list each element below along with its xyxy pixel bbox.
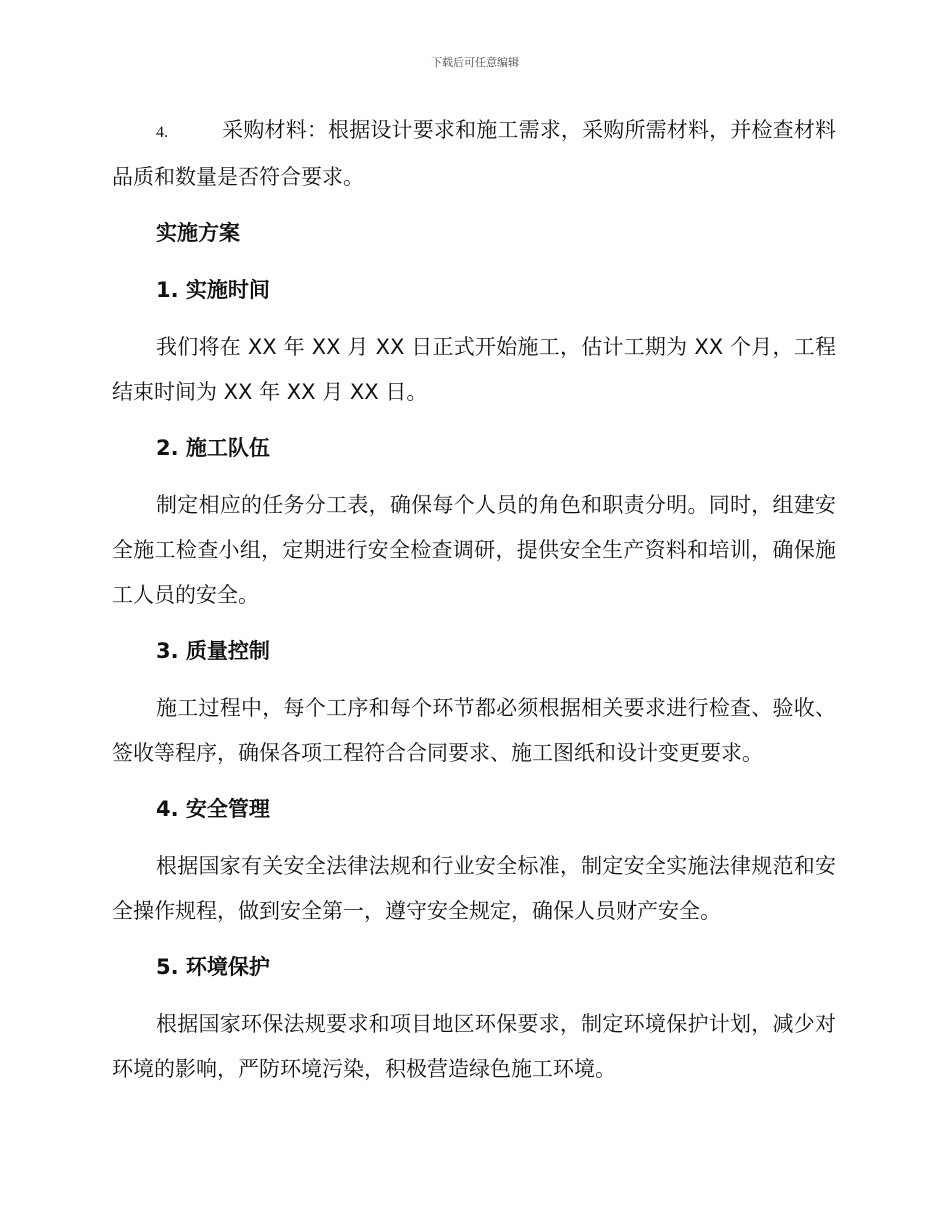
section-body-3: 施工过程中，每个工序和每个环节都必须根据相关要求进行检查、验收、签收等程序，确保各项工程符合合同要求、施工图纸和设计变更要求。	[112, 696, 836, 765]
intro-paragraph	[112, 108, 836, 200]
section-body-2: 制定相应的任务分工表，确保每个人员的角色和职责分明。同时，组建安全施工检查小组，定期进行安全检查调研，提供安全生产资料和培训，确保施工人员的安全。	[112, 493, 836, 607]
intro-text: 采购材料：根据设计要求和施工需求，采购所需材料，并检查材料品质和数量是否符合要求。	[112, 118, 836, 189]
section-body-4: 根据国家有关安全法律法规和行业安全标准，制定安全实施法律规范和安全操作规程，做到安全第一，遵守安全规定，确保人员财产安全。	[112, 854, 836, 923]
document-body	[112, 108, 836, 1092]
section-body-5: 根据国家环保法规要求和项目地区环保要求，制定环境保护计划，减少对环境的影响，严防环境污染，积极营造绿色施工环境。	[112, 1012, 836, 1081]
section-title: 实施方案	[156, 221, 240, 245]
section-heading-3: 3. 质量控制	[156, 639, 270, 663]
section-heading-4: 4. 安全管理	[156, 797, 270, 821]
section-heading-5: 5. 环境保护	[156, 955, 270, 979]
section-heading-1: 1. 实施时间	[156, 278, 270, 302]
section-body-1: 我们将在 XX 年 XX 月 XX 日正式开始施工，估计工期为 XX 个月，工程结束时间为 XX 年 XX 月 XX 日。	[112, 335, 836, 404]
list-number: 4.	[156, 124, 168, 141]
page-header: 下载后可任意编辑	[431, 56, 519, 69]
section-heading-2: 2. 施工队伍	[156, 436, 270, 460]
